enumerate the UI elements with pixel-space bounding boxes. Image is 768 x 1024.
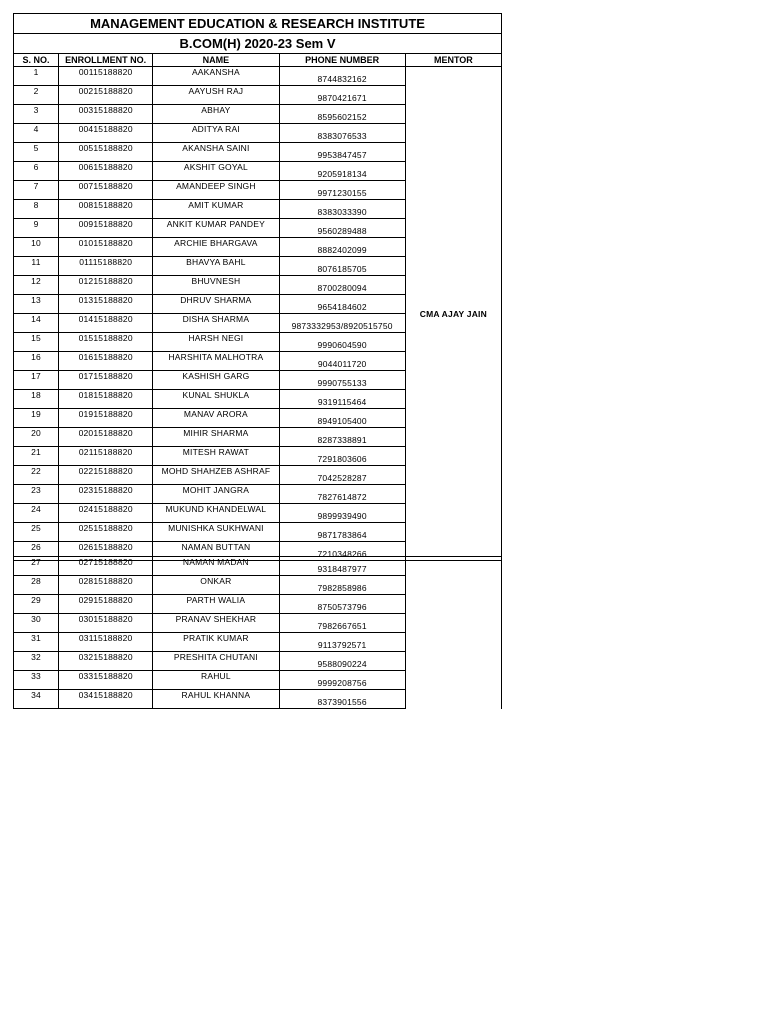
row-sno: 24	[14, 504, 59, 523]
row-phone: 7827614872	[279, 485, 405, 504]
row-phone: 9999208756	[279, 671, 405, 690]
row-enrollment: 00915188820	[59, 219, 153, 238]
mentor-cell	[405, 557, 501, 709]
row-sno: 4	[14, 124, 59, 143]
row-sno: 31	[14, 633, 59, 652]
row-enrollment: 00115188820	[59, 67, 153, 86]
row-phone: 7210348266	[279, 542, 405, 561]
row-phone: 9560289488	[279, 219, 405, 238]
row-phone: 9871783864	[279, 523, 405, 542]
row-sno: 20	[14, 428, 59, 447]
row-phone: 7291803606	[279, 447, 405, 466]
row-enrollment: 02615188820	[59, 542, 153, 561]
row-enrollment: 01515188820	[59, 333, 153, 352]
row-enrollment: 01715188820	[59, 371, 153, 390]
row-sno: 19	[14, 409, 59, 428]
row-phone: 8595602152	[279, 105, 405, 124]
row-name: MOHD SHAHZEB ASHRAF	[153, 466, 279, 485]
row-phone: 9870421671	[279, 86, 405, 105]
row-enrollment: 02315188820	[59, 485, 153, 504]
row-phone: 9654184602	[279, 295, 405, 314]
row-phone: 8076185705	[279, 257, 405, 276]
row-enrollment: 03215188820	[59, 652, 153, 671]
row-enrollment: 03415188820	[59, 690, 153, 709]
row-enrollment: 02515188820	[59, 523, 153, 542]
table-row	[14, 67, 502, 86]
row-phone: 8744832162	[279, 67, 405, 86]
row-sno: 6	[14, 162, 59, 181]
row-name: MUNISHKA SUKHWANI	[153, 523, 279, 542]
row-name: RAHUL	[153, 671, 279, 690]
row-sno: 21	[14, 447, 59, 466]
header-name: NAME	[153, 54, 279, 67]
row-sno: 29	[14, 595, 59, 614]
header-enrollment: ENROLLMENT NO.	[59, 54, 153, 67]
row-enrollment: 02915188820	[59, 595, 153, 614]
row-name: MIHIR SHARMA	[153, 428, 279, 447]
row-enrollment: 02015188820	[59, 428, 153, 447]
row-sno: 16	[14, 352, 59, 371]
row-enrollment: 00315188820	[59, 105, 153, 124]
row-name: DISHA SHARMA	[153, 314, 279, 333]
row-enrollment: 01315188820	[59, 295, 153, 314]
row-name: MITESH RAWAT	[153, 447, 279, 466]
row-phone: 8383076533	[279, 124, 405, 143]
row-sno: 34	[14, 690, 59, 709]
row-phone: 9873332953/8920515750	[279, 314, 405, 333]
row-sno: 18	[14, 390, 59, 409]
row-phone: 8287338891	[279, 428, 405, 447]
row-sno: 17	[14, 371, 59, 390]
row-phone: 9319115464	[279, 390, 405, 409]
row-enrollment: 00515188820	[59, 143, 153, 162]
row-phone: 9205918134	[279, 162, 405, 181]
row-enrollment: 02815188820	[59, 576, 153, 595]
row-phone: 7042528287	[279, 466, 405, 485]
row-name: NAMAN MADAN	[153, 557, 279, 576]
row-name: AAYUSH RAJ	[153, 86, 279, 105]
row-name: PARTH WALIA	[153, 595, 279, 614]
row-sno: 23	[14, 485, 59, 504]
row-name: ANKIT KUMAR PANDEY	[153, 219, 279, 238]
row-phone: 7982858986	[279, 576, 405, 595]
course-subtitle: B.COM(H) 2020-23 Sem V	[14, 34, 502, 54]
row-sno: 25	[14, 523, 59, 542]
row-enrollment: 03315188820	[59, 671, 153, 690]
row-name: HARSH NEGI	[153, 333, 279, 352]
row-name: AMIT KUMAR	[153, 200, 279, 219]
row-phone: 9044011720	[279, 352, 405, 371]
row-sno: 26	[14, 542, 59, 561]
institute-title: MANAGEMENT EDUCATION & RESEARCH INSTITUTE	[14, 14, 502, 34]
row-name: AAKANSHA	[153, 67, 279, 86]
row-enrollment: 02415188820	[59, 504, 153, 523]
row-enrollment: 03115188820	[59, 633, 153, 652]
row-sno: 15	[14, 333, 59, 352]
row-sno: 5	[14, 143, 59, 162]
student-table-continued	[13, 556, 502, 709]
row-sno: 32	[14, 652, 59, 671]
row-phone: 8949105400	[279, 409, 405, 428]
row-name: AKSHIT GOYAL	[153, 162, 279, 181]
row-enrollment: 00415188820	[59, 124, 153, 143]
row-phone: 9113792571	[279, 633, 405, 652]
row-enrollment: 00815188820	[59, 200, 153, 219]
row-sno: 12	[14, 276, 59, 295]
row-name: MUKUND KHANDELWAL	[153, 504, 279, 523]
row-name: AMANDEEP SINGH	[153, 181, 279, 200]
row-phone: 8882402099	[279, 238, 405, 257]
row-phone: 8383033390	[279, 200, 405, 219]
row-name: BHUVNESH	[153, 276, 279, 295]
row-sno: 28	[14, 576, 59, 595]
row-name: PRANAV SHEKHAR	[153, 614, 279, 633]
row-sno: 33	[14, 671, 59, 690]
row-enrollment: 02115188820	[59, 447, 153, 466]
row-enrollment: 00715188820	[59, 181, 153, 200]
row-phone: 9971230155	[279, 181, 405, 200]
table-header	[14, 54, 502, 67]
row-sno: 1	[14, 67, 59, 86]
row-sno: 8	[14, 200, 59, 219]
header-phone: PHONE NUMBER	[279, 54, 405, 67]
row-name: PRATIK KUMAR	[153, 633, 279, 652]
row-phone: 9899939490	[279, 504, 405, 523]
row-enrollment: 03015188820	[59, 614, 153, 633]
student-table	[13, 13, 502, 561]
row-enrollment: 01415188820	[59, 314, 153, 333]
row-sno: 22	[14, 466, 59, 485]
row-phone: 9990755133	[279, 371, 405, 390]
row-phone: 8700280094	[279, 276, 405, 295]
row-phone: 8373901556	[279, 690, 405, 709]
row-name: HARSHITA MALHOTRA	[153, 352, 279, 371]
row-enrollment: 01215188820	[59, 276, 153, 295]
row-sno: 9	[14, 219, 59, 238]
row-name: ADITYA RAI	[153, 124, 279, 143]
row-name: MOHIT JANGRA	[153, 485, 279, 504]
row-sno: 13	[14, 295, 59, 314]
row-sno: 2	[14, 86, 59, 105]
row-name: RAHUL KHANNA	[153, 690, 279, 709]
row-phone: 7982667651	[279, 614, 405, 633]
row-enrollment: 00215188820	[59, 86, 153, 105]
row-enrollment: 02715188820	[59, 557, 153, 576]
row-sno: 3	[14, 105, 59, 124]
row-sno: 30	[14, 614, 59, 633]
row-enrollment: 00615188820	[59, 162, 153, 181]
row-sno: 10	[14, 238, 59, 257]
row-name: BHAVYA BAHL	[153, 257, 279, 276]
row-enrollment: 01615188820	[59, 352, 153, 371]
row-name: DHRUV SHARMA	[153, 295, 279, 314]
row-enrollment: 01915188820	[59, 409, 153, 428]
row-name: MANAV ARORA	[153, 409, 279, 428]
header-sno: S. NO.	[14, 54, 59, 67]
table-row	[14, 557, 502, 576]
mentor-cell: CMA AJAY JAIN	[405, 67, 501, 561]
row-name: KUNAL SHUKLA	[153, 390, 279, 409]
row-name: ONKAR	[153, 576, 279, 595]
row-name: NAMAN BUTTAN	[153, 542, 279, 561]
row-enrollment: 01115188820	[59, 257, 153, 276]
row-name: KASHISH GARG	[153, 371, 279, 390]
row-enrollment: 01815188820	[59, 390, 153, 409]
row-phone: 9990604590	[279, 333, 405, 352]
row-phone: 9318487977	[279, 557, 405, 576]
row-phone: 8750573796	[279, 595, 405, 614]
student-table-part2	[13, 556, 502, 709]
row-sno: 14	[14, 314, 59, 333]
row-enrollment: 02215188820	[59, 466, 153, 485]
row-name: AKANSHA SAINI	[153, 143, 279, 162]
row-sno: 7	[14, 181, 59, 200]
row-phone: 9588090224	[279, 652, 405, 671]
row-sno: 11	[14, 257, 59, 276]
row-enrollment: 01015188820	[59, 238, 153, 257]
row-name: PRESHITA CHUTANI	[153, 652, 279, 671]
row-name: ARCHIE BHARGAVA	[153, 238, 279, 257]
row-sno: 27	[14, 557, 59, 576]
header-mentor: MENTOR	[405, 54, 501, 67]
row-name: ABHAY	[153, 105, 279, 124]
row-phone: 9953847457	[279, 143, 405, 162]
student-table-part1	[13, 13, 502, 561]
